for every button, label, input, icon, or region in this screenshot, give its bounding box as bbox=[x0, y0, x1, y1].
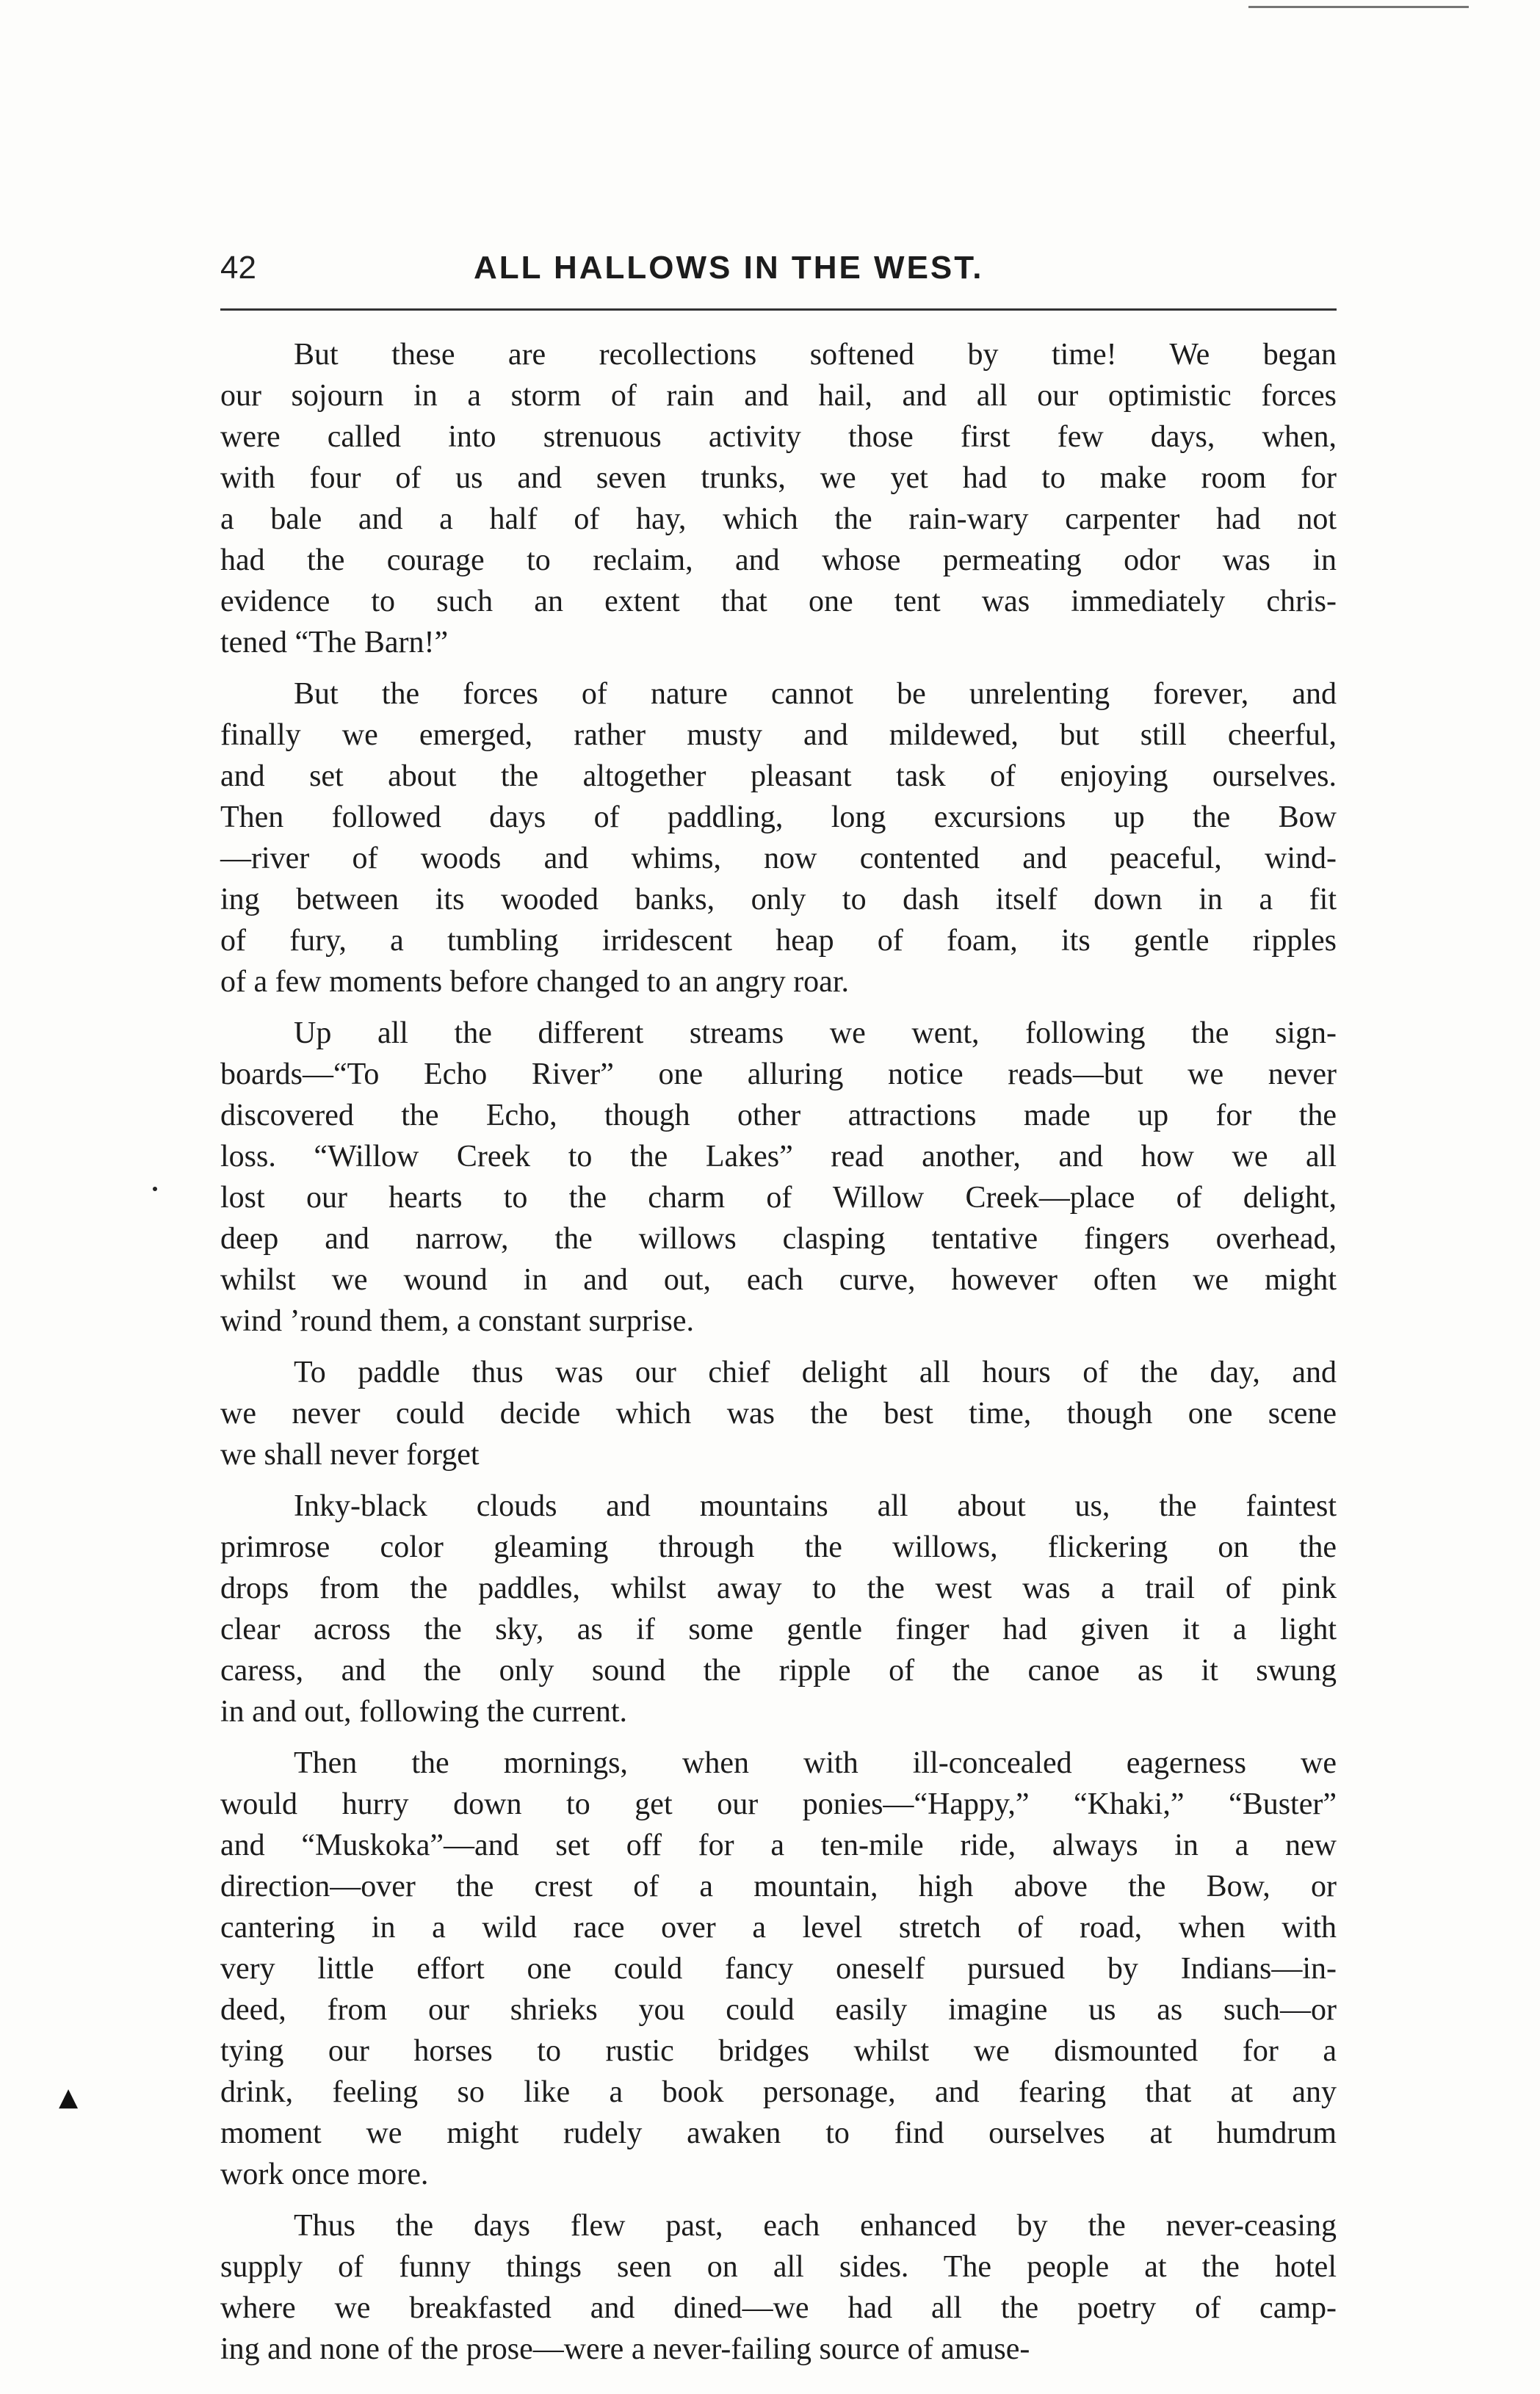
text-line: caress, and the only sound the ripple of the canoe as it swung bbox=[220, 1654, 1337, 1688]
text-line: we never could decide which was the best time, though one scene bbox=[220, 1397, 1337, 1431]
text-line: primrose color gleaming through the willows, flickering on the bbox=[220, 1530, 1337, 1564]
text-line: Up all the different streams we went, following the sign- bbox=[294, 1016, 1337, 1050]
text-line: supply of funny things seen on all sides. The people at the hotel bbox=[220, 2250, 1337, 2284]
text-line: direction—over the crest of a mountain, high above the Bow, or bbox=[220, 1870, 1337, 1903]
paragraph bbox=[220, 1013, 1337, 1342]
text-line: we shall never forget bbox=[220, 1438, 480, 1472]
text-line: Thus the days flew past, each enhanced by the never-ceasing bbox=[294, 2209, 1337, 2243]
page-number: 42 bbox=[220, 250, 256, 286]
paragraph bbox=[220, 673, 1337, 1002]
text-line: finally we emerged, rather musty and mildewed, but still cheerful, bbox=[220, 718, 1337, 752]
text-line: evidence to such an extent that one tent was immediately chris- bbox=[220, 585, 1337, 618]
text-line: To paddle thus was our chief delight all hours of the day, and bbox=[294, 1356, 1337, 1389]
text-line: where we breakfasted and dined—we had all the poetry of camp- bbox=[220, 2291, 1337, 2325]
text-line: Inky-black clouds and mountains all about us, the faintest bbox=[294, 1489, 1337, 1523]
paragraph bbox=[220, 1352, 1337, 1475]
text-line: had the courage to reclaim, and whose permeating odor was in bbox=[220, 543, 1337, 577]
text-line: ing and none of the prose—were a never-failing source of amuse- bbox=[220, 2332, 1030, 2366]
text-line: a bale and a half of hay, which the rain-wary carpenter had not bbox=[220, 502, 1337, 536]
paragraph bbox=[220, 2205, 1337, 2370]
margin-dot bbox=[153, 1187, 157, 1191]
text-line: tying our horses to rustic bridges whilst we dismounted for a bbox=[220, 2034, 1337, 2068]
text-line: with four of us and seven trunks, we yet had to make room for bbox=[220, 461, 1337, 495]
text-line: discovered the Echo, though other attractions made up for the bbox=[220, 1099, 1337, 1132]
text-line: wind ’round them, a constant surprise. bbox=[220, 1304, 695, 1338]
running-head: ALL HALLOWS IN THE WEST. bbox=[474, 250, 984, 286]
text-line: deed, from our shrieks you could easily imagine us as such—or bbox=[220, 1993, 1337, 2027]
paragraph bbox=[220, 334, 1337, 663]
paragraph bbox=[220, 1743, 1337, 2195]
text-line: drink, feeling so like a book personage, and fearing that at any bbox=[220, 2075, 1337, 2109]
margin-pointer-icon: ▲ bbox=[59, 2083, 79, 2112]
scan-edge-rule bbox=[1248, 6, 1469, 8]
header-rule bbox=[220, 308, 1337, 311]
text-line: of a few moments before changed to an angry roar. bbox=[220, 965, 849, 999]
text-line: Then the mornings, when with ill-concealed eagerness we bbox=[294, 1746, 1337, 1780]
paragraph bbox=[220, 1486, 1337, 1732]
text-line: were called into strenuous activity those first few days, when, bbox=[220, 420, 1337, 454]
text-line: in and out, following the current. bbox=[220, 1695, 628, 1729]
text-line: our sojourn in a storm of rain and hail, and all our optimistic forces bbox=[220, 379, 1337, 413]
text-line: and set about the altogether pleasant task of enjoying ourselves. bbox=[220, 759, 1337, 793]
body-text bbox=[220, 334, 1337, 2380]
text-line: cantering in a wild race over a level stretch of road, when with bbox=[220, 1911, 1337, 1945]
text-line: loss. “Willow Creek to the Lakes” read another, and how we all bbox=[220, 1140, 1337, 1174]
text-line: would hurry down to get our ponies—“Happy,” “Khaki,” “Buster” bbox=[220, 1787, 1337, 1821]
text-line: very little effort one could fancy oneself pursued by Indians—in- bbox=[220, 1952, 1337, 1986]
text-line: boards—“To Echo River” one alluring notice reads—but we never bbox=[220, 1057, 1337, 1091]
text-line: —river of woods and whims, now contented and peaceful, wind- bbox=[220, 842, 1337, 875]
text-line: ing between its wooded banks, only to dash itself down in a fit bbox=[220, 883, 1337, 916]
text-line: whilst we wound in and out, each curve, however often we might bbox=[220, 1263, 1337, 1297]
text-line: moment we might rudely awaken to find ourselves at humdrum bbox=[220, 2116, 1337, 2150]
text-line: of fury, a tumbling irridescent heap of foam, its gentle ripples bbox=[220, 924, 1337, 958]
text-line: Then followed days of paddling, long excursions up the Bow bbox=[220, 800, 1337, 834]
text-line: clear across the sky, as if some gentle finger had given it a light bbox=[220, 1613, 1337, 1646]
text-line: deep and narrow, the willows clasping tentative fingers overhead, bbox=[220, 1222, 1337, 1256]
text-line: drops from the paddles, whilst away to the west was a trail of pink bbox=[220, 1572, 1337, 1605]
text-line: and “Muskoka”—and set off for a ten-mile ride, always in a new bbox=[220, 1829, 1337, 1862]
text-line: But these are recollections softened by time! We began bbox=[294, 338, 1337, 372]
text-line: work once more. bbox=[220, 2158, 429, 2191]
text-line: lost our hearts to the charm of Willow Creek—place of delight, bbox=[220, 1181, 1337, 1215]
text-line: But the forces of nature cannot be unrelenting forever, and bbox=[294, 677, 1337, 711]
page-header bbox=[220, 250, 1337, 301]
text-line: tened “The Barn!” bbox=[220, 626, 449, 659]
